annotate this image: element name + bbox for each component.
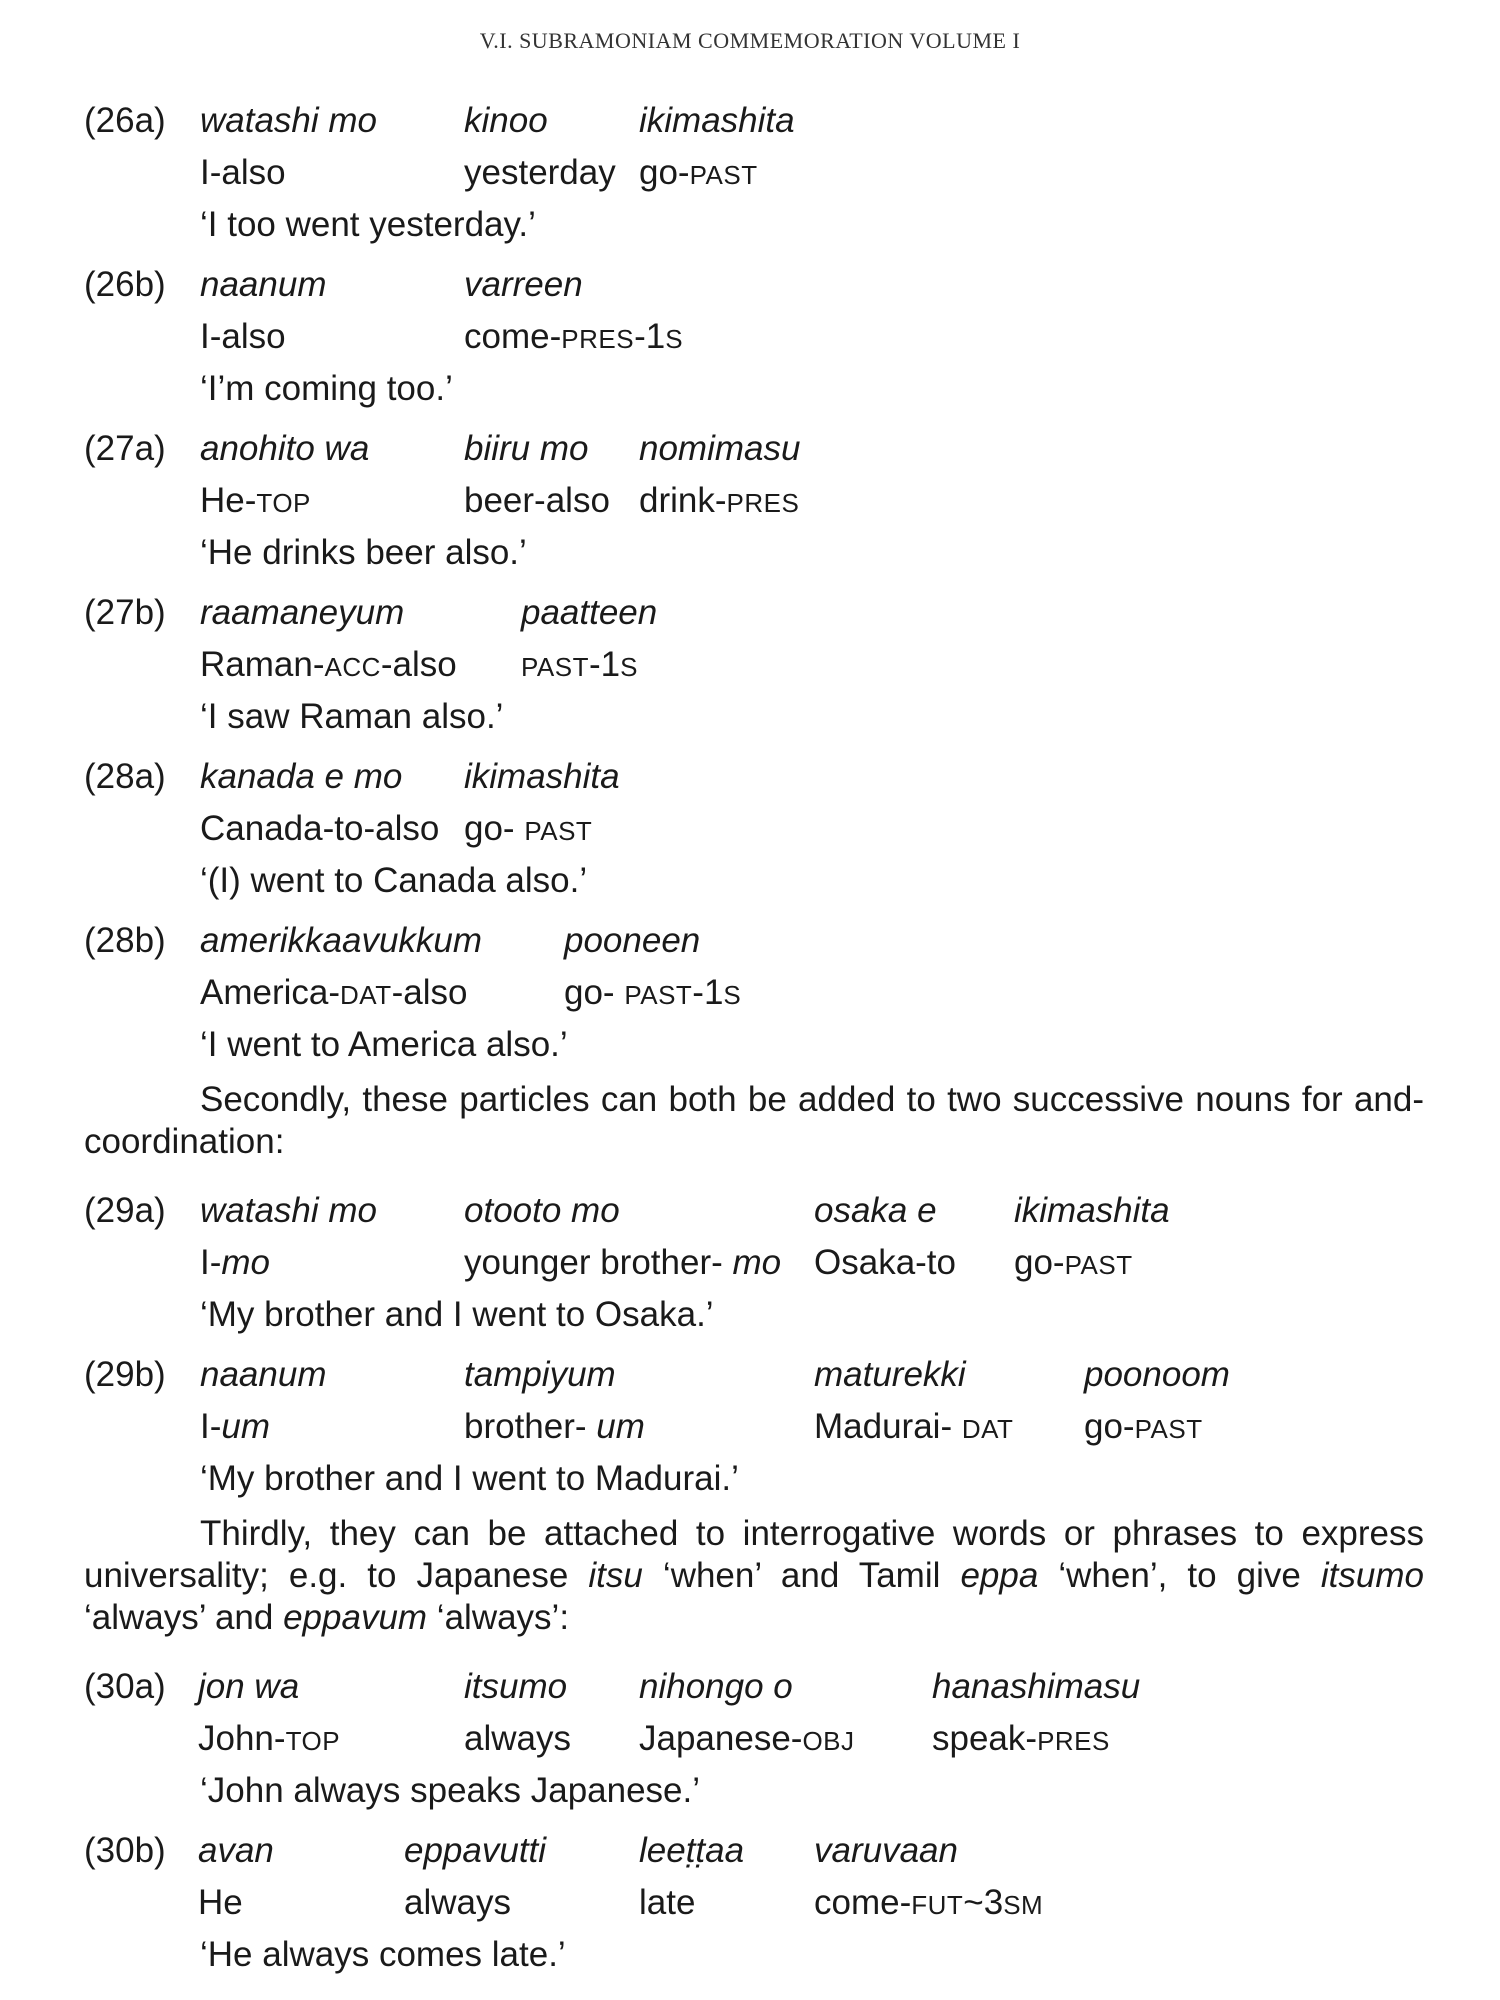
gloss-word <box>814 1877 1043 1931</box>
gloss-word <box>639 1713 855 1767</box>
gloss-text: go- <box>564 973 625 1012</box>
gloss-word <box>639 1877 695 1929</box>
source-word: varuvaan <box>814 1831 958 1870</box>
source-word: tampiyum <box>464 1355 616 1394</box>
paragraph-text: Secondly, these particles can both be added to two successive nouns for and-coordination: <box>84 1080 1424 1161</box>
source-line <box>84 915 1424 967</box>
gloss-abbreviation: TOP <box>256 488 311 518</box>
gloss-abbreviation: PRES <box>561 324 635 354</box>
source-word: otooto mo <box>464 1191 620 1230</box>
gloss-text: come- <box>814 1883 912 1922</box>
gloss-text: ~3 <box>963 1883 1004 1922</box>
gloss-text: come- <box>464 317 562 356</box>
source-word: nomimasu <box>639 429 801 468</box>
translation-line <box>84 691 1424 743</box>
gloss-word <box>639 475 799 529</box>
gloss-abbreviation: S <box>665 324 684 354</box>
gloss-word <box>464 147 616 199</box>
gloss-line <box>84 1713 1424 1765</box>
source-line <box>84 751 1424 803</box>
paragraph-text: ‘when’, to give <box>1038 1556 1321 1595</box>
source-word: kanada e mo <box>200 757 403 796</box>
gloss-text: late <box>639 1883 696 1922</box>
translation-line <box>84 1453 1424 1505</box>
translation-line <box>84 199 1424 251</box>
gloss-text: speak- <box>932 1719 1038 1758</box>
source-word: naanum <box>200 1355 327 1394</box>
gloss-word <box>464 1401 645 1453</box>
gloss-word <box>639 147 758 201</box>
gloss-text: mo <box>732 1243 782 1282</box>
paragraph-text: ‘always’ and <box>84 1598 284 1637</box>
example-number: (26b) <box>84 265 166 304</box>
source-word: ikimashita <box>464 757 620 796</box>
translation-line <box>84 1019 1424 1071</box>
gloss-abbreviation: SM <box>1003 1890 1044 1920</box>
gloss-text: Osaka-to <box>814 1243 956 1282</box>
gloss-word <box>200 803 439 855</box>
paragraph-text: Thirdly, they can be attached to interrogative words or phrases to express universality; e.g. to Japanese <box>84 1514 1424 1595</box>
source-word: poonoom <box>1084 1355 1230 1394</box>
gloss-word <box>932 1713 1110 1767</box>
translation-line <box>84 1929 1424 1981</box>
source-line <box>84 587 1424 639</box>
gloss-word <box>1014 1237 1133 1291</box>
translation-line <box>84 527 1424 579</box>
gloss-text: Madurai- <box>814 1407 962 1446</box>
gloss-word <box>200 1401 270 1453</box>
example-30a <box>84 1661 1424 1817</box>
gloss-text: America- <box>200 973 341 1012</box>
translation: ‘(I) went to Canada also.’ <box>200 861 588 900</box>
gloss-abbreviation: PRES <box>1037 1726 1110 1756</box>
gloss-word <box>200 311 286 363</box>
gloss-abbreviation: DAT <box>340 980 392 1010</box>
translation-line <box>84 363 1424 415</box>
source-line <box>84 1185 1424 1237</box>
example-number: (26a) <box>84 101 166 140</box>
gloss-text: go- <box>639 153 690 192</box>
source-word: pooneen <box>564 921 701 960</box>
source-word: varreen <box>464 265 583 304</box>
translation: ‘My brother and I went to Osaka.’ <box>200 1295 714 1334</box>
gloss-abbreviation: PAST <box>521 652 589 682</box>
gloss-abbreviation: PAST <box>1064 1250 1133 1280</box>
translation: ‘He drinks beer also.’ <box>200 533 527 572</box>
example-number: (28b) <box>84 921 166 960</box>
gloss-text: always <box>464 1719 571 1758</box>
gloss-word <box>464 1237 781 1289</box>
source-word: leeṭṭaa <box>639 1831 745 1870</box>
example-29a <box>84 1185 1424 1341</box>
gloss-text: He <box>198 1883 243 1922</box>
gloss-text: um <box>221 1407 271 1446</box>
translation: ‘I’m coming too.’ <box>200 369 453 408</box>
translation: ‘I saw Raman also.’ <box>200 697 504 736</box>
source-line <box>84 95 1424 147</box>
gloss-text: younger brother- <box>464 1243 733 1282</box>
gloss-abbreviation: DAT <box>961 1414 1014 1444</box>
gloss-text: -also <box>380 645 457 684</box>
example-number: (27b) <box>84 593 166 632</box>
gloss-abbreviation: S <box>620 652 638 682</box>
paragraph-text: ‘when’ and Tamil <box>642 1556 961 1595</box>
gloss-abbreviation: PAST <box>689 160 758 190</box>
gloss-word <box>521 639 638 693</box>
gloss-word <box>1084 1401 1203 1455</box>
gloss-text: yesterday <box>464 153 616 192</box>
gloss-word <box>564 967 741 1021</box>
translation: ‘John always speaks Japanese.’ <box>200 1771 701 1810</box>
example-26a <box>84 95 1424 251</box>
example-28a <box>84 751 1424 907</box>
gloss-text: um <box>596 1407 645 1446</box>
gloss-text: always <box>404 1883 511 1922</box>
example-number: (30b) <box>84 1831 166 1870</box>
paragraph-text: ‘always’: <box>427 1598 570 1637</box>
example-number: (28a) <box>84 757 166 796</box>
source-word: osaka e <box>814 1191 937 1230</box>
example-29b <box>84 1349 1424 1505</box>
source-word: kinoo <box>464 101 548 140</box>
gloss-line <box>84 1877 1424 1929</box>
gloss-text: -1 <box>588 645 621 684</box>
gloss-word <box>464 311 683 365</box>
gloss-line <box>84 803 1424 855</box>
gloss-abbreviation: ACC <box>324 652 381 682</box>
emphasized-term: itsumo <box>1320 1556 1424 1595</box>
gloss-word <box>464 803 592 857</box>
gloss-abbreviation: S <box>723 980 742 1010</box>
gloss-word <box>814 1237 956 1289</box>
translation-line <box>84 1289 1424 1341</box>
gloss-text: mo <box>221 1243 271 1282</box>
gloss-abbreviation: PAST <box>524 816 593 846</box>
gloss-text: I- <box>200 1407 222 1446</box>
gloss-line <box>84 639 1424 691</box>
source-word: ikimashita <box>1014 1191 1170 1230</box>
translation: ‘He always comes late.’ <box>200 1935 566 1974</box>
gloss-word <box>814 1401 1013 1455</box>
gloss-text: John- <box>198 1719 286 1758</box>
translation: ‘My brother and I went to Madurai.’ <box>200 1459 739 1498</box>
example-number: (27a) <box>84 429 166 468</box>
source-word: jon wa <box>198 1667 300 1706</box>
source-word: nihongo o <box>639 1667 793 1706</box>
source-line <box>84 1825 1424 1877</box>
gloss-text: He- <box>200 481 257 520</box>
gloss-text: Japanese- <box>639 1719 803 1758</box>
gloss-word <box>200 967 467 1021</box>
source-word: ikimashita <box>639 101 795 140</box>
gloss-text: -1 <box>634 317 666 356</box>
example-number: (30a) <box>84 1667 166 1706</box>
source-line <box>84 1661 1424 1713</box>
source-line <box>84 259 1424 311</box>
source-word: avan <box>198 1831 274 1870</box>
gloss-word <box>200 1237 270 1289</box>
translation-line <box>84 855 1424 907</box>
gloss-text: I-also <box>200 317 286 356</box>
translation: ‘I too went yesterday.’ <box>200 205 536 244</box>
gloss-word <box>404 1877 511 1929</box>
emphasized-term: eppa <box>960 1556 1039 1595</box>
gloss-abbreviation: FUT <box>911 1890 964 1920</box>
gloss-word <box>200 639 457 693</box>
source-word: itsumo <box>464 1667 568 1706</box>
gloss-abbreviation: PAST <box>624 980 693 1010</box>
gloss-text: Canada-to-also <box>200 809 440 848</box>
gloss-text: drink- <box>639 481 727 520</box>
source-word: watashi mo <box>200 1191 378 1230</box>
source-line <box>84 1349 1424 1401</box>
page-body <box>84 95 1424 1989</box>
example-27a <box>84 423 1424 579</box>
gloss-abbreviation: PAST <box>1134 1414 1203 1444</box>
source-word: amerikkaavukkum <box>200 921 483 960</box>
gloss-word <box>464 1713 571 1765</box>
source-word: naanum <box>200 265 327 304</box>
gloss-line <box>84 967 1424 1019</box>
gloss-word <box>198 1877 243 1929</box>
paragraph-universality <box>84 1513 1424 1639</box>
gloss-text: go- <box>1014 1243 1065 1282</box>
gloss-line <box>84 475 1424 527</box>
source-word: eppavutti <box>404 1831 547 1870</box>
example-27b <box>84 587 1424 743</box>
source-word: watashi mo <box>200 101 378 140</box>
gloss-abbreviation: OBJ <box>802 1726 855 1756</box>
gloss-line <box>84 1401 1424 1453</box>
gloss-abbreviation: PRES <box>726 488 800 518</box>
gloss-text: I- <box>200 1243 222 1282</box>
emphasized-term: itsu <box>588 1556 643 1595</box>
gloss-text: Raman- <box>200 645 325 684</box>
example-number: (29b) <box>84 1355 166 1394</box>
gloss-text: I-also <box>200 153 286 192</box>
gloss-line <box>84 311 1424 363</box>
example-number: (29a) <box>84 1191 166 1230</box>
example-28b <box>84 915 1424 1071</box>
gloss-line <box>84 147 1424 199</box>
translation: ‘I went to America also.’ <box>200 1025 568 1064</box>
gloss-word <box>464 475 610 527</box>
gloss-line <box>84 1237 1424 1289</box>
source-word: anohito wa <box>200 429 370 468</box>
translation-line <box>84 1765 1424 1817</box>
source-word: hanashimasu <box>932 1667 1141 1706</box>
gloss-text: -also <box>391 973 468 1012</box>
gloss-word <box>198 1713 340 1767</box>
source-word: raamaneyum <box>200 593 405 632</box>
source-word: biiru mo <box>464 429 589 468</box>
example-30b <box>84 1825 1424 1981</box>
gloss-abbreviation: TOP <box>285 1726 341 1756</box>
gloss-word <box>200 147 286 199</box>
source-line <box>84 423 1424 475</box>
source-word: maturekki <box>814 1355 966 1394</box>
example-26b <box>84 259 1424 415</box>
gloss-text: beer-also <box>464 481 610 520</box>
source-word: paatteen <box>521 593 658 632</box>
gloss-text: -1 <box>692 973 724 1012</box>
running-header: V.I. SUBRAMONIAM COMMEMORATION VOLUME I <box>479 28 1021 53</box>
gloss-text: go- <box>464 809 525 848</box>
emphasized-term: eppavum <box>283 1598 428 1637</box>
gloss-word <box>200 475 311 529</box>
gloss-text: go- <box>1084 1407 1135 1446</box>
gloss-text: brother- <box>464 1407 597 1446</box>
paragraph-coordination <box>84 1079 1424 1163</box>
